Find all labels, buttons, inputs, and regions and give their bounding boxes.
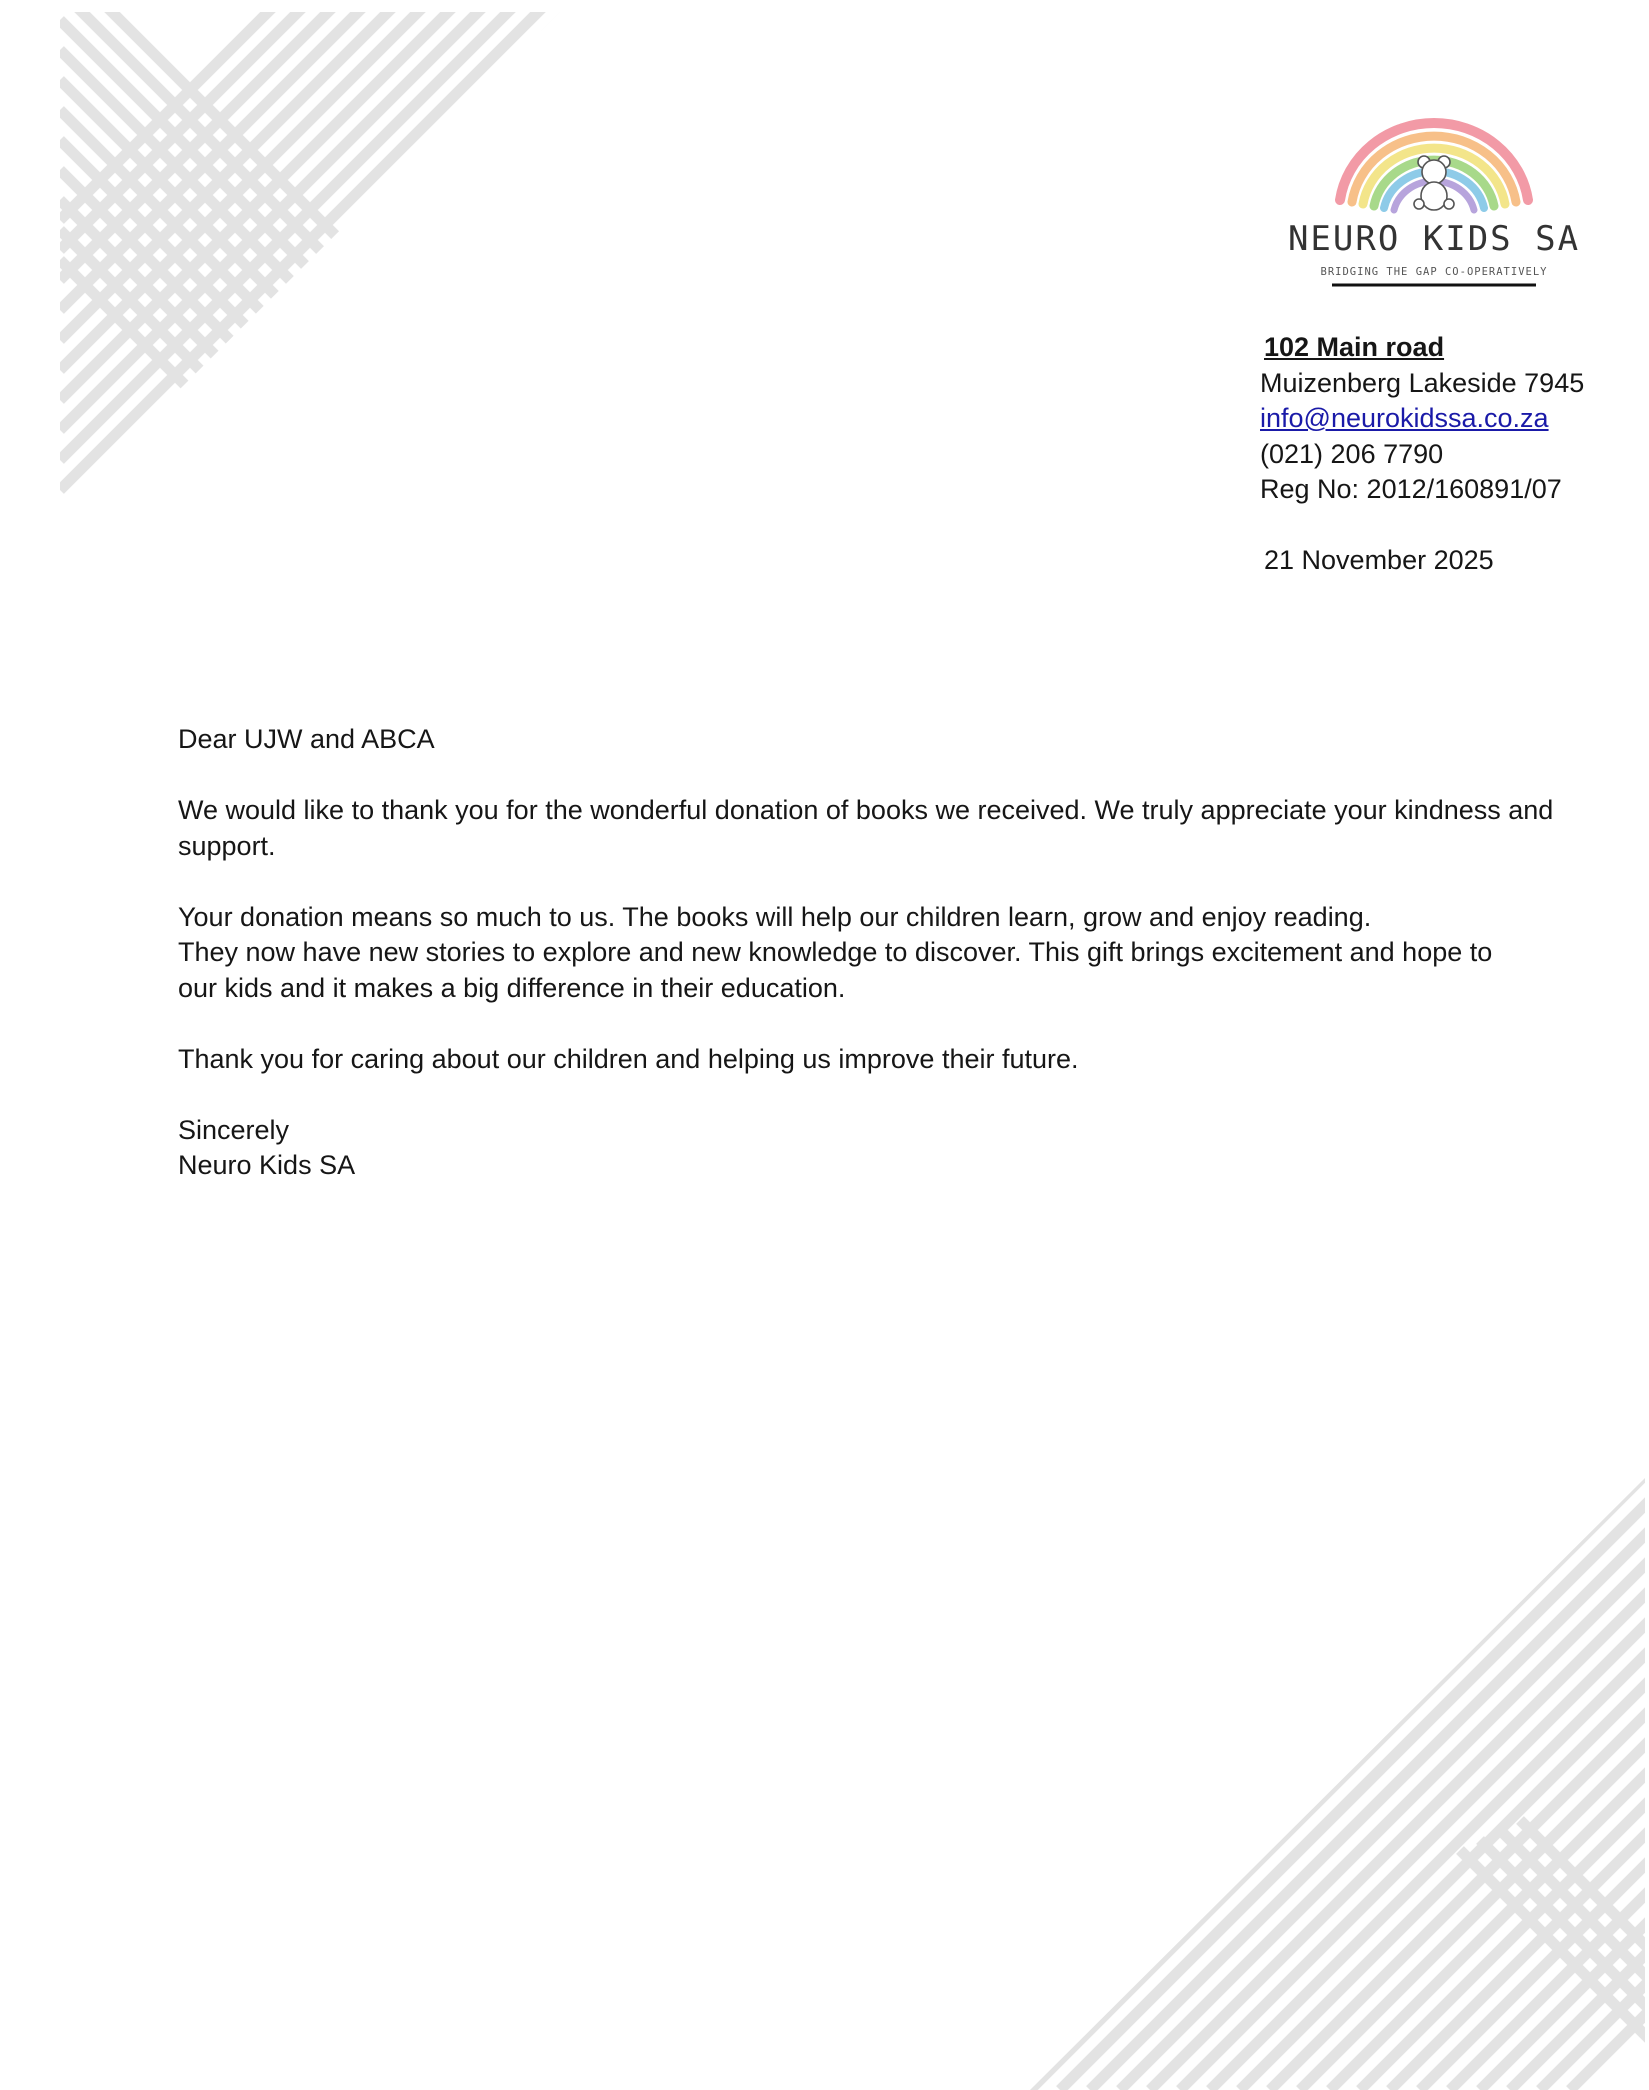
sender-address bbox=[1260, 330, 1584, 508]
paragraph-2 bbox=[178, 900, 1598, 1007]
closing bbox=[178, 1113, 1598, 1184]
salutation: Dear UJW and ABCA bbox=[178, 724, 435, 754]
sender-email-link[interactable]: info@neurokidssa.co.za bbox=[1260, 403, 1549, 433]
signoff-name: Neuro Kids SA bbox=[178, 1150, 356, 1180]
paragraph-2-line-1: Your donation means so much to us. The books will help our children learn, grow and enjoy reading. bbox=[178, 901, 1372, 932]
sender-phone: (021) 206 7790 bbox=[1260, 438, 1444, 469]
logo-tagline-text: BRIDGING THE GAP CO-OPERATIVELY bbox=[1320, 266, 1548, 278]
closing-word: Sincerely bbox=[178, 1114, 290, 1145]
neuro-kids-logo bbox=[1287, 100, 1581, 300]
sender-city: Muizenberg Lakeside 7945 bbox=[1260, 367, 1585, 398]
paragraph-2-line-2: They now have new stories to explore and new knowledge to discover. This gift brings excitement and hope to bbox=[178, 937, 1493, 967]
rainbow-logo-graphic bbox=[1287, 100, 1581, 300]
bottom-right-stripes bbox=[1030, 1470, 1649, 2090]
sender-street: 102 Main road bbox=[1264, 332, 1445, 362]
logo-brand-text: NEURO KIDS SA bbox=[1287, 219, 1581, 259]
paragraph-3: Thank you for caring about our children and helping us improve their future. bbox=[178, 1043, 1079, 1074]
paragraph-1 bbox=[178, 793, 1598, 864]
paragraph-2-line-3: our kids and it makes a big difference in their education. bbox=[178, 972, 846, 1003]
letter-body bbox=[178, 722, 1598, 1219]
paragraph-1-line-2: support. bbox=[178, 830, 276, 861]
top-left-stripes bbox=[60, 0, 630, 600]
sender-reg-no: Reg No: 2012/160891/07 bbox=[1260, 474, 1562, 504]
paragraph-1-line-1: We would like to thank you for the wonderful donation of books we received. We truly appreciate your kindness and bbox=[178, 795, 1554, 825]
letter-date: 21 November 2025 bbox=[1264, 545, 1494, 575]
